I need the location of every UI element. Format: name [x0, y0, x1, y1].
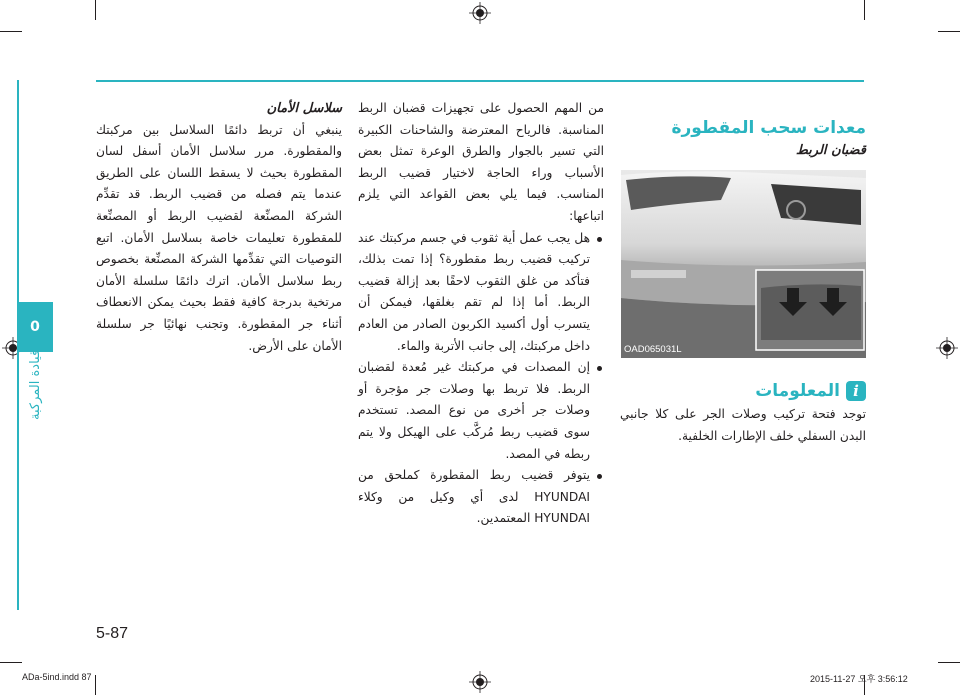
footer-file: ADa-5ind.indd 87 — [22, 672, 92, 682]
car-rear-illustration — [621, 170, 866, 358]
info-title — [740, 380, 866, 402]
info-icon: i — [846, 381, 866, 401]
tow-hitch-photo — [621, 170, 866, 358]
crop-mark — [864, 0, 865, 20]
side-rule — [17, 80, 19, 302]
intro-paragraph: من المهم الحصول على تجهيزات قضبان الربط المناسبة. فالرياح المعترضة والشاحنات الكبيرة التي تسير بالجوار والطرق الوعرة تمثل بعض الأسباب وراء الحاجة لاختيار قضيب الربط المناسب. فيما يلي بعض القواعد التي يلزم اتباعها: — [358, 101, 604, 223]
crop-mark — [938, 31, 960, 32]
info-paragraph: توجد فتحة تركيب وصلات الجر على كلا جانبي البدن السفلي خلف الإطارات الخلفية. — [620, 407, 866, 443]
photo-caption: OAD065031L — [624, 344, 682, 355]
side-rule — [17, 352, 19, 610]
registration-mark-icon — [936, 337, 958, 359]
safety-chains-column — [96, 98, 342, 357]
list-item: هل يجب عمل أية ثقوب في جسم مركبتك عند تركيب قضيب ربط مقطورة؟ إذا تمت بذلك، فتأكد من غلق الثقوب لاحقًا بعد إزالة قضيب الربط. أما إذا لم تقم بغلقها، فيمكن أن يتسرب أول أكسيد الكربون الصادر من العادم داخل مركبتك، إلى جانب الأتربة والماء. — [358, 228, 604, 358]
middle-column — [358, 98, 604, 530]
chapter-number: 0 — [30, 319, 40, 335]
info-heading: المعلومات — [755, 381, 840, 401]
list-item: يتوفر قضيب ربط المقطورة كملحق من HYUNDAI لدى أي وكيل من وكلاء HYUNDAI المعتمدين. — [358, 465, 604, 530]
crop-mark — [95, 0, 96, 20]
section-subtitle: قضبان الربط — [795, 143, 866, 158]
registration-mark-icon — [469, 671, 491, 693]
requirements-list — [358, 228, 604, 530]
footer-date: 2015-11-27 오후 3:56:12 — [810, 674, 908, 684]
list-item: إن المصدات في مركبتك غير مُعدة لقضبان الربط. فلا تربط بها وصلات جر مؤجرة أو وصلات جر أخرى من نوع المصد. تستخدم سوى قضيب ربط مُركَّب على الهيكل ولا يتم ربطه في المصد. — [358, 357, 604, 465]
safety-chains-paragraph: ينبغي أن تربط دائمًا السلاسل بين مركبتك والمقطورة. مرر سلاسل الأمان أسفل لسان المقطورة بحيث لا يسقط اللسان على الطريق عندما يتم فصله من قضيب الربط. قد تقدِّم الشركة المصنِّعة لقضيب الربط أو المصنِّعة للمقطورة تعليمات خاصة بسلاسل الأمان. اتبع التوصيات التي تقدِّمها الشركة المصنِّعة بخصوص ربط سلاسل الأمان. اترك دائمًا سلسلة الأمان مرتخية بدرجة كافية فقط بحيث يمكن الانعطاف أثناء جر المقطورة. وتجنب نهائيًا جر سلسلة الأمان على الأرض. — [96, 122, 342, 353]
header-rule — [96, 80, 864, 82]
section-title: معدات سحب المقطورة — [671, 118, 866, 138]
crop-mark — [938, 662, 960, 663]
info-text — [620, 404, 866, 447]
safety-chains-heading: سلاسل الأمان — [266, 101, 342, 116]
chapter-side-label: قيادة المركبة — [28, 349, 43, 421]
page-number: 5-87 — [96, 625, 129, 642]
crop-mark — [0, 662, 22, 663]
crop-mark — [95, 675, 96, 695]
registration-mark-icon — [469, 2, 491, 24]
crop-mark — [0, 31, 22, 32]
